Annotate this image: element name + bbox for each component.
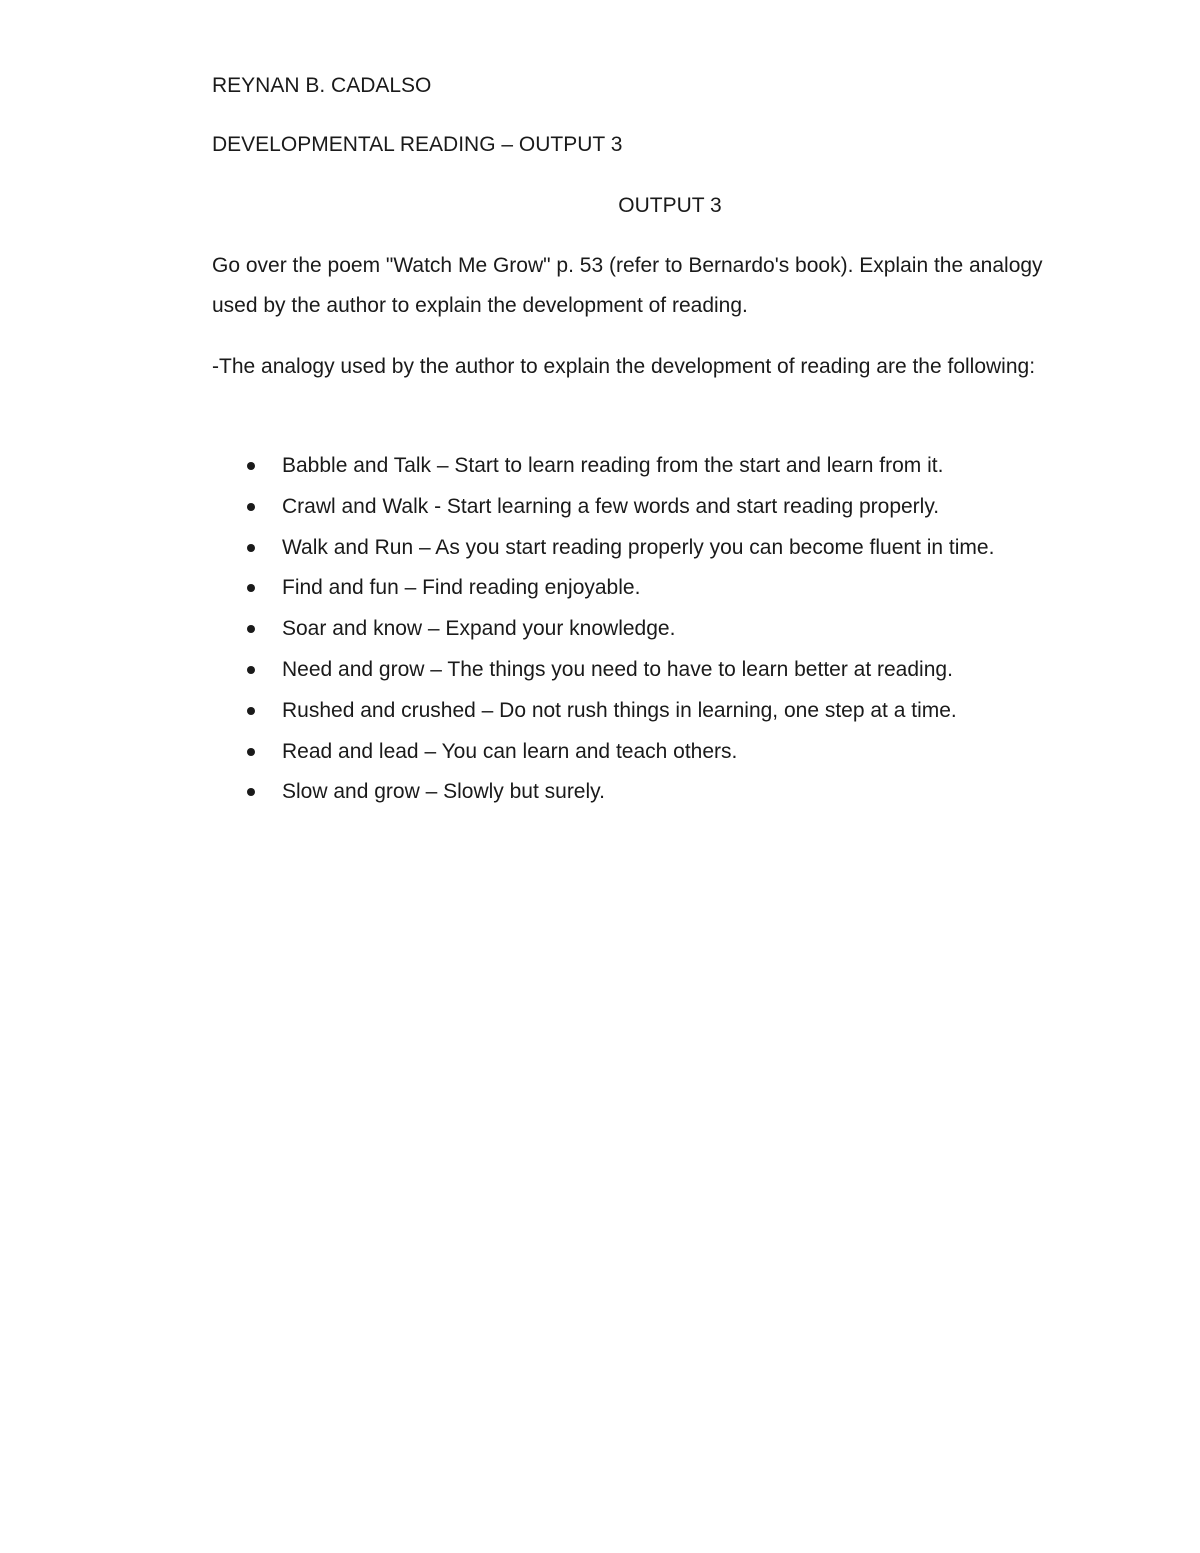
list-item xyxy=(212,446,1112,487)
list-item-text: Walk and Run – As you start reading properly you can become fluent in time. xyxy=(282,535,995,559)
bullet-icon xyxy=(247,625,255,633)
bullet-icon xyxy=(247,748,255,756)
bullet-icon xyxy=(247,584,255,592)
list-item xyxy=(212,732,1112,773)
bullet-icon xyxy=(247,544,255,552)
analogy-list xyxy=(212,446,1112,813)
list-item xyxy=(212,650,1112,691)
question-prompt: Go over the poem "Watch Me Grow" p. 53 (refer to Bernardo's book). Explain the analogy used by the author to explain the development of reading. xyxy=(212,254,1043,317)
list-item xyxy=(212,772,1112,813)
bullet-icon xyxy=(247,666,255,674)
list-item-text: Crawl and Walk - Start learning a few words and start reading properly. xyxy=(282,494,940,518)
bullet-icon xyxy=(247,788,255,796)
list-item-text: Soar and know – Expand your knowledge. xyxy=(282,617,676,641)
answer-intro: -The analogy used by the author to explain the development of reading are the following: xyxy=(212,355,1036,378)
bullet-icon xyxy=(247,503,255,511)
list-item-text: Need and grow – The things you need to have to learn better at reading. xyxy=(282,657,953,681)
course-title: DEVELOPMENTAL READING – OUTPUT 3 xyxy=(212,133,623,156)
list-item-text: Find and fun – Find reading enjoyable. xyxy=(282,576,641,600)
list-item-text: Slow and grow – Slowly but surely. xyxy=(282,780,605,804)
list-item xyxy=(212,691,1112,732)
author-name: REYNAN B. CADALSO xyxy=(212,74,432,97)
list-item-text: Babble and Talk – Start to learn reading from the start and learn from it. xyxy=(282,454,944,477)
list-item-text: Rushed and crushed – Do not rush things in learning, one step at a time. xyxy=(282,698,957,722)
list-item-text: Read and lead – You can learn and teach others. xyxy=(282,739,738,763)
list-item xyxy=(212,609,1112,650)
list-item xyxy=(212,568,1112,609)
bullet-icon xyxy=(247,707,255,715)
bullet-icon xyxy=(247,462,255,470)
page-title: OUTPUT 3 xyxy=(618,194,722,217)
list-item xyxy=(212,487,1112,528)
list-item xyxy=(212,528,1112,569)
